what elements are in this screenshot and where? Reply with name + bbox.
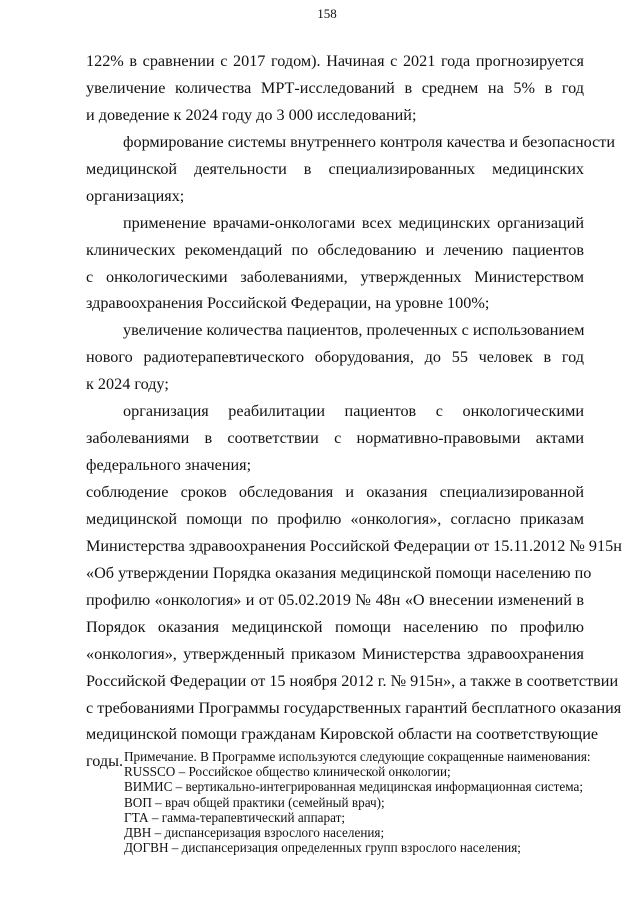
abbreviation-item: ВИМИС – вертикально-интегрированная медицинская информационная система; (124, 779, 584, 795)
abbreviation-item: ВОП – врач общей практики (семейный врач); (124, 794, 385, 810)
text-line: Порядок оказания медицинской помощи населению по профилю (86, 617, 584, 636)
abbreviation-item: ДОГВН – диспансеризация определенных групп взрослого населения; (124, 840, 521, 856)
page-number: 158 (317, 6, 337, 21)
text-line: применение врачами-онкологами всех медицинских организаций (123, 213, 584, 232)
text-line: увеличение количества пациентов, пролеченных с использованием (123, 321, 585, 340)
text-line: медицинской помощи гражданам Кировской области на соответствующие (86, 725, 599, 744)
text-line: организациях; (86, 186, 185, 205)
text-line: заболеваниями в соответствии с нормативно-правовыми актами (86, 429, 584, 448)
paragraph (86, 398, 584, 479)
text-line: 122% в сравнении с 2017 годом). Начиная с 2021 года прогнозируется (86, 52, 584, 70)
text-line: с требованиями Программы государственных гарантий бесплатного оказания (86, 698, 622, 717)
text-line: «Об утверждении Порядка оказания медицинской помощи населению по (86, 563, 592, 582)
text-line: формирование системы внутреннего контроля качества и безопасности (123, 132, 616, 151)
paragraph (86, 210, 584, 318)
text-line: здравоохранения Российской Федерации, на уровне 100%; (86, 294, 490, 313)
text-line: медицинской помощи по профилю «онкология», согласно приказам (86, 509, 584, 528)
text-line: профилю «онкология» и от 05.02.2019 № 48н «О внесении изменений в (86, 590, 584, 609)
text-line: к 2024 году; (86, 375, 169, 394)
text-line: медицинской деятельности в специализированных медицинских (86, 159, 584, 178)
text-line: и доведение к 2024 году до 3 000 исследований; (86, 105, 417, 124)
paragraph (86, 129, 616, 210)
text-line: «онкология», утвержденный приказом Министерства здравоохранения (86, 644, 584, 663)
abbreviation-item: ГТА – гамма-терапевтический аппарат; (124, 809, 346, 825)
text-line: соблюдение сроков обследования и оказания специализированной (86, 483, 584, 501)
text-line: с онкологическими заболеваниями, утвержденных Министерством (86, 267, 584, 286)
abbreviation-item: RUSSCO – Российское общество клинической онкологии; (124, 764, 451, 780)
text-line: нового радиотерапевтического оборудования, до 55 человек в год (86, 348, 584, 367)
text-line: клинических рекомендаций по обследованию и лечению пациентов (86, 240, 584, 259)
note-heading: Примечание. В Программе используются следующие сокращенные наименования: (124, 749, 591, 764)
text-line: годы. (86, 752, 124, 771)
paragraph (86, 48, 584, 129)
paragraph (86, 317, 584, 398)
text-line: федерального значения; (86, 456, 252, 475)
text-line: Министерства здравоохранения Российской Федерации от 15.11.2012 № 915н (86, 536, 622, 555)
document-body (86, 48, 622, 775)
text-line: Российской Федерации от 15 ноября 2012 г. № 915н», а также в соответствии (86, 671, 619, 690)
text-line: организация реабилитации пациентов с онкологическими (123, 402, 584, 421)
abbreviations-note (124, 749, 604, 855)
abbreviation-item: ДВН – диспансеризация взрослого населения; (124, 825, 385, 841)
text-line: увеличение количества МРТ-исследований в среднем на 5% в год (86, 78, 584, 97)
paragraph (86, 479, 622, 775)
